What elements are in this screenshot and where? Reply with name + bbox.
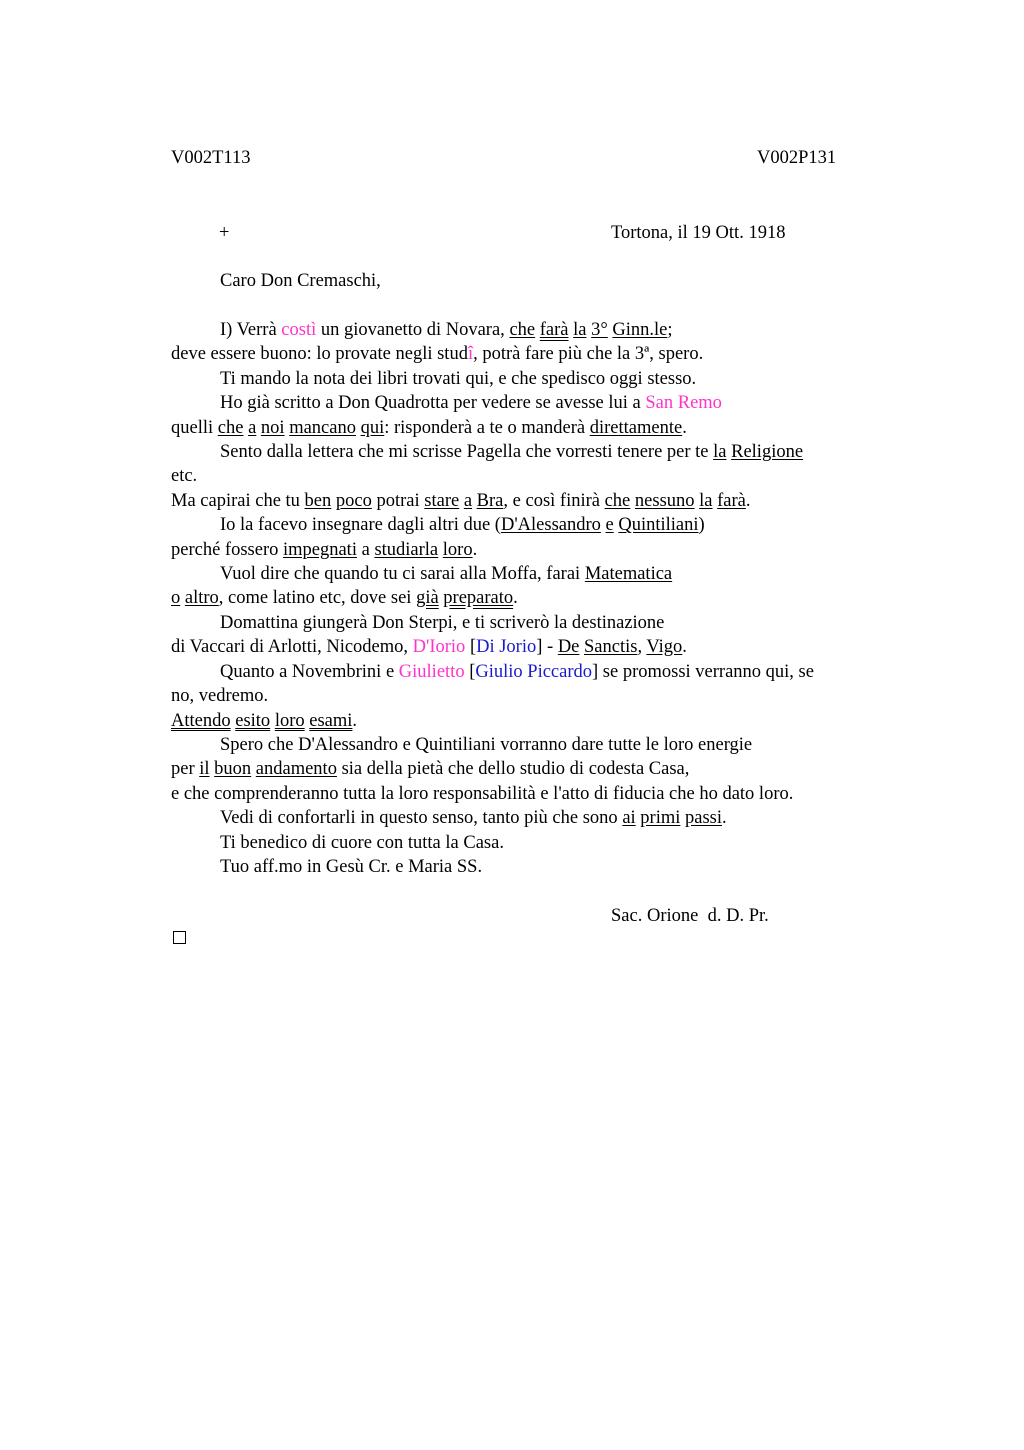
letter-line <box>171 660 886 684</box>
underlined-text: buon <box>214 759 252 780</box>
underlined-text: esami <box>309 710 353 731</box>
letter-line <box>171 489 886 513</box>
underlined-text: loro <box>442 539 473 560</box>
text-segment: di Vaccari di Arlotti, Nicodemo, <box>171 637 413 658</box>
annotated-text: Giulietto <box>398 661 465 682</box>
underlined-text: impegnati <box>282 539 357 560</box>
text-segment: . <box>472 539 478 560</box>
text-segment: perché fossero <box>171 539 283 560</box>
underlined-text: mancano <box>289 417 356 438</box>
underlined-text: D'Alessandro <box>500 515 601 536</box>
underlined-text: nessuno <box>634 490 695 511</box>
text-segment: ) <box>698 515 705 536</box>
letter-line <box>171 513 886 537</box>
text-segment: Ma capirai che tu <box>171 490 305 511</box>
underlined-text: il <box>199 759 210 780</box>
text-segment: : risponderà a te o manderà <box>384 417 590 438</box>
letter-line <box>171 342 886 366</box>
annotated-text: Di Jorio <box>476 637 537 658</box>
text-segment: Io la facevo insegnare dagli altri due ( <box>220 515 501 536</box>
text-segment: Ti mando la nota dei libri trovati qui, e che spedisco oggi stesso. <box>220 368 697 389</box>
signature: Sac. Orione d. D. Pr. <box>611 906 769 926</box>
annotated-text: San Remo <box>645 393 722 414</box>
underlined-text: studiarla <box>374 539 439 560</box>
end-square-mark <box>173 931 186 944</box>
letter-line <box>171 464 886 488</box>
text-segment: I) Verrà <box>220 320 282 340</box>
text-segment: . <box>352 710 358 731</box>
underlined-text: preparato <box>443 588 514 609</box>
letter-line <box>171 831 886 855</box>
letter-line <box>171 757 886 781</box>
letter-line <box>171 416 886 440</box>
text-segment: ] - <box>536 637 558 658</box>
text-segment: , potrà fare più che la 3ª, spero. <box>473 344 704 365</box>
underlined-text: la <box>573 320 587 340</box>
underlined-text: farà <box>539 320 569 340</box>
underlined-text: noi <box>260 417 285 438</box>
underlined-text: Vigo <box>646 637 683 658</box>
letter-line <box>171 806 886 830</box>
letter-line <box>171 709 886 733</box>
underlined-text: Religione <box>731 442 804 463</box>
underlined-text: ai <box>622 808 636 829</box>
underlined-text: esito <box>235 710 271 731</box>
text-segment: ] se promossi verranno qui, se <box>592 661 814 682</box>
underlined-text: farà <box>717 490 746 511</box>
text-segment: etc. <box>171 466 198 487</box>
letter-line <box>171 318 886 342</box>
text-segment: Vuol dire che quando tu ci sarai alla Moffa, farai <box>220 564 585 585</box>
date-line: Tortona, il 19 Ott. 1918 <box>611 223 786 243</box>
underlined-text: poco <box>335 490 372 511</box>
text-segment: per <box>171 759 200 780</box>
underlined-text: la <box>713 442 727 463</box>
text-segment: Vedi di confortarli in questo senso, tanto più che sono <box>220 808 623 829</box>
letter-line <box>171 367 886 391</box>
underlined-text: stare <box>424 490 460 511</box>
text-segment: [ <box>464 661 476 682</box>
underlined-text: ben <box>304 490 332 511</box>
text-segment: no, vedremo. <box>171 686 269 707</box>
text-segment: Domattina giungerà Don Sterpi, e ti scriverò la destinazione <box>220 612 665 633</box>
salutation: Caro Don Cremaschi, <box>220 271 381 291</box>
underlined-text: Quintiliani <box>618 515 699 536</box>
underlined-text: Ginn.le <box>612 320 668 340</box>
text-segment: e che comprenderanno tutta la loro responsabilità e l'atto di fiducia che ho dato loro. <box>171 783 794 804</box>
letter-line <box>171 635 886 659</box>
text-segment: un giovanetto di Novara, <box>316 320 510 340</box>
letter-line <box>171 684 886 708</box>
underlined-text: e <box>605 515 614 536</box>
text-segment: sia della pietà che dello studio di codesta Casa, <box>336 759 690 780</box>
cross-mark: + <box>219 223 230 243</box>
letter-body <box>171 318 886 879</box>
underlined-text: Bra <box>476 490 504 511</box>
underlined-text: direttamente <box>589 417 683 438</box>
text-segment: . <box>513 588 518 609</box>
underlined-text: De <box>557 637 580 658</box>
annotated-text: D'Iorio <box>412 637 466 658</box>
doc-code-right: V002P131 <box>757 148 837 168</box>
text-segment: , come latino etc, dove sei <box>218 588 417 609</box>
text-segment: . <box>682 417 687 438</box>
letter-line <box>171 562 886 586</box>
underlined-text: Sanctis <box>584 637 638 658</box>
underlined-text: o <box>171 588 181 609</box>
underlined-text: altro <box>184 588 219 609</box>
letter-line <box>171 586 886 610</box>
text-segment: a <box>356 539 375 560</box>
underlined-text: qui <box>360 417 385 438</box>
text-segment: deve essere buono: lo provate negli stud <box>171 344 468 365</box>
letter-line <box>171 855 886 879</box>
doc-code-left: V002T113 <box>171 148 251 168</box>
annotated-text: î <box>467 344 474 365</box>
text-segment: Ho già scritto a Don Quadrotta per vedere se avesse lui a <box>220 393 646 414</box>
text-segment: ; <box>667 320 673 340</box>
letter-line <box>171 538 886 562</box>
underlined-text: passi <box>685 808 723 829</box>
text-segment: quelli <box>171 417 218 438</box>
annotated-text: Giulio Piccardo <box>475 661 593 682</box>
underlined-text: 3° <box>591 320 608 340</box>
letter-line <box>171 611 886 635</box>
underlined-text: Matematica <box>584 564 673 585</box>
text-segment: Tuo aff.mo in Gesù Cr. e Maria SS. <box>220 856 483 877</box>
underlined-text: già <box>416 588 439 609</box>
underlined-text: la <box>699 490 713 511</box>
text-segment: , e così finirà <box>503 490 605 511</box>
letter-line <box>171 440 886 464</box>
underlined-text: Attendo <box>171 710 231 731</box>
text-segment: , <box>637 637 647 658</box>
annotated-text: costì <box>281 320 317 340</box>
letter-line <box>171 782 886 806</box>
text-segment: Spero che D'Alessandro e Quintiliani vorranno dare tutte le loro energie <box>220 734 753 755</box>
letter-line <box>171 733 886 757</box>
text-segment: [ <box>465 637 477 658</box>
letter-line <box>171 391 886 415</box>
underlined-text: che <box>604 490 631 511</box>
text-segment: . <box>682 637 687 658</box>
text-segment: . <box>722 808 727 829</box>
underlined-text: loro <box>274 710 305 731</box>
underlined-text: che <box>217 417 244 438</box>
underlined-text: primi <box>640 808 681 829</box>
text-segment: potrai <box>371 490 425 511</box>
text-segment: Quanto a Novembrini e <box>220 661 399 682</box>
text-segment: Sento dalla lettera che mi scrisse Pagella che vorresti tenere per te <box>220 442 714 463</box>
text-segment: Ti benedico di cuore con tutta la Casa. <box>220 832 504 853</box>
underlined-text: che <box>509 320 536 340</box>
underlined-text: andamento <box>255 759 337 780</box>
underlined-text: a <box>248 417 257 438</box>
underlined-text: a <box>463 490 473 511</box>
text-segment: . <box>745 490 751 511</box>
